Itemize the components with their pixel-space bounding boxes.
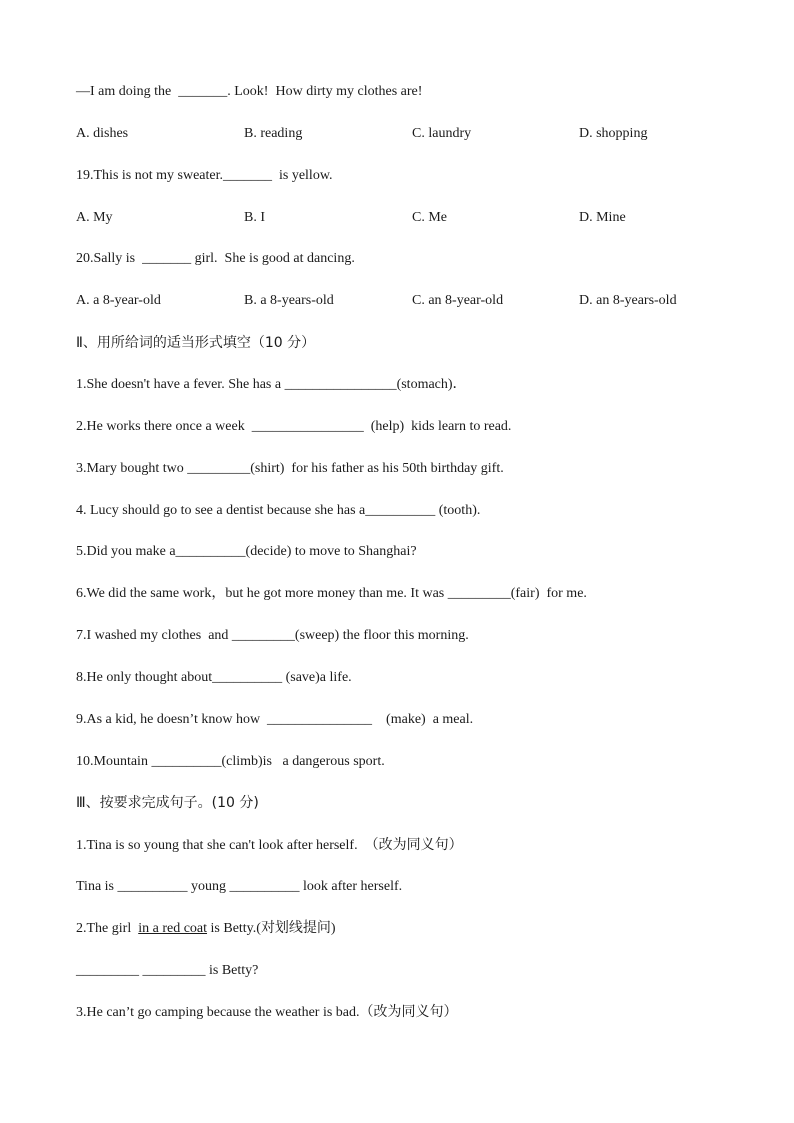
section3-item-2-answer: _________ _________ is Betty? (76, 963, 259, 978)
section3-item-2 (76, 920, 336, 938)
section3-heading: Ⅲ、按要求完成句子。(10 分) (76, 795, 259, 811)
q18-option-d: D. shopping (579, 126, 648, 141)
section2-item-7: 7.I washed my clothes and _________(sweep) the floor this morning. (76, 628, 469, 643)
q20-stem: 20.Sally is _______ girl. She is good at dancing. (76, 251, 355, 266)
q19-option-c: C. Me (412, 210, 447, 225)
section3-item-2-post: is Betty.(对划线提问) (207, 921, 336, 936)
q18-option-a: A. dishes (76, 126, 129, 141)
q19-options (76, 209, 716, 227)
section2-heading: Ⅱ、用所给词的适当形式填空（10 分） (76, 335, 316, 351)
section3-item-1: 1.Tina is so young that she can't look after herself. （改为同义句） (76, 838, 463, 853)
section3-item-2-underlined: in a red coat (138, 921, 208, 936)
section2-item-4: 4. Lucy should go to see a dentist because she has a__________ (tooth). (76, 503, 481, 518)
q18-option-c: C. laundry (412, 126, 472, 141)
q19-stem: 19.This is not my sweater._______ is yellow. (76, 168, 333, 183)
section2-item-10: 10.Mountain __________(climb)is a dangerous sport. (76, 754, 385, 769)
q20-option-b: B. a 8-years-old (244, 293, 334, 308)
q20-option-c: C. an 8-year-old (412, 293, 504, 308)
q18-option-b: B. reading (244, 126, 303, 141)
q20-options (76, 292, 716, 310)
section2-item-5: 5.Did you make a__________(decide) to move to Shanghai? (76, 544, 417, 559)
q18-options (76, 125, 716, 143)
q19-option-b: B. I (244, 210, 265, 225)
section3-item-1-answer: Tina is __________ young __________ look after herself. (76, 879, 403, 894)
section3-item-2-pre: 2.The girl (76, 921, 139, 936)
q20-option-a: A. a 8-year-old (76, 293, 161, 308)
section2-item-3: 3.Mary bought two _________(shirt) for his father as his 50th birthday gift. (76, 461, 504, 476)
section2-item-8: 8.He only thought about__________ (save)a life. (76, 670, 352, 685)
section2-item-6: 6.We did the same work，but he got more money than me. It was _________(fair) for me. (76, 586, 587, 601)
q20-option-d: D. an 8-years-old (579, 293, 677, 308)
q18-stem: —I am doing the _______. Look! How dirty my clothes are! (76, 84, 423, 99)
section2-item-9: 9.As a kid, he doesn’t know how _______________ (make) a meal. (76, 712, 474, 727)
section2-item-1: 1.She doesn't have a fever. She has a ________________(stomach)． (76, 377, 467, 392)
section3-item-3: 3.He can’t go camping because the weather is bad.（改为同义句） (76, 1005, 458, 1020)
section2-item-2: 2.He works there once a week ________________ (help) kids learn to read. (76, 419, 512, 434)
q19-option-a: A. My (76, 210, 113, 225)
q19-option-d: D. Mine (579, 210, 626, 225)
